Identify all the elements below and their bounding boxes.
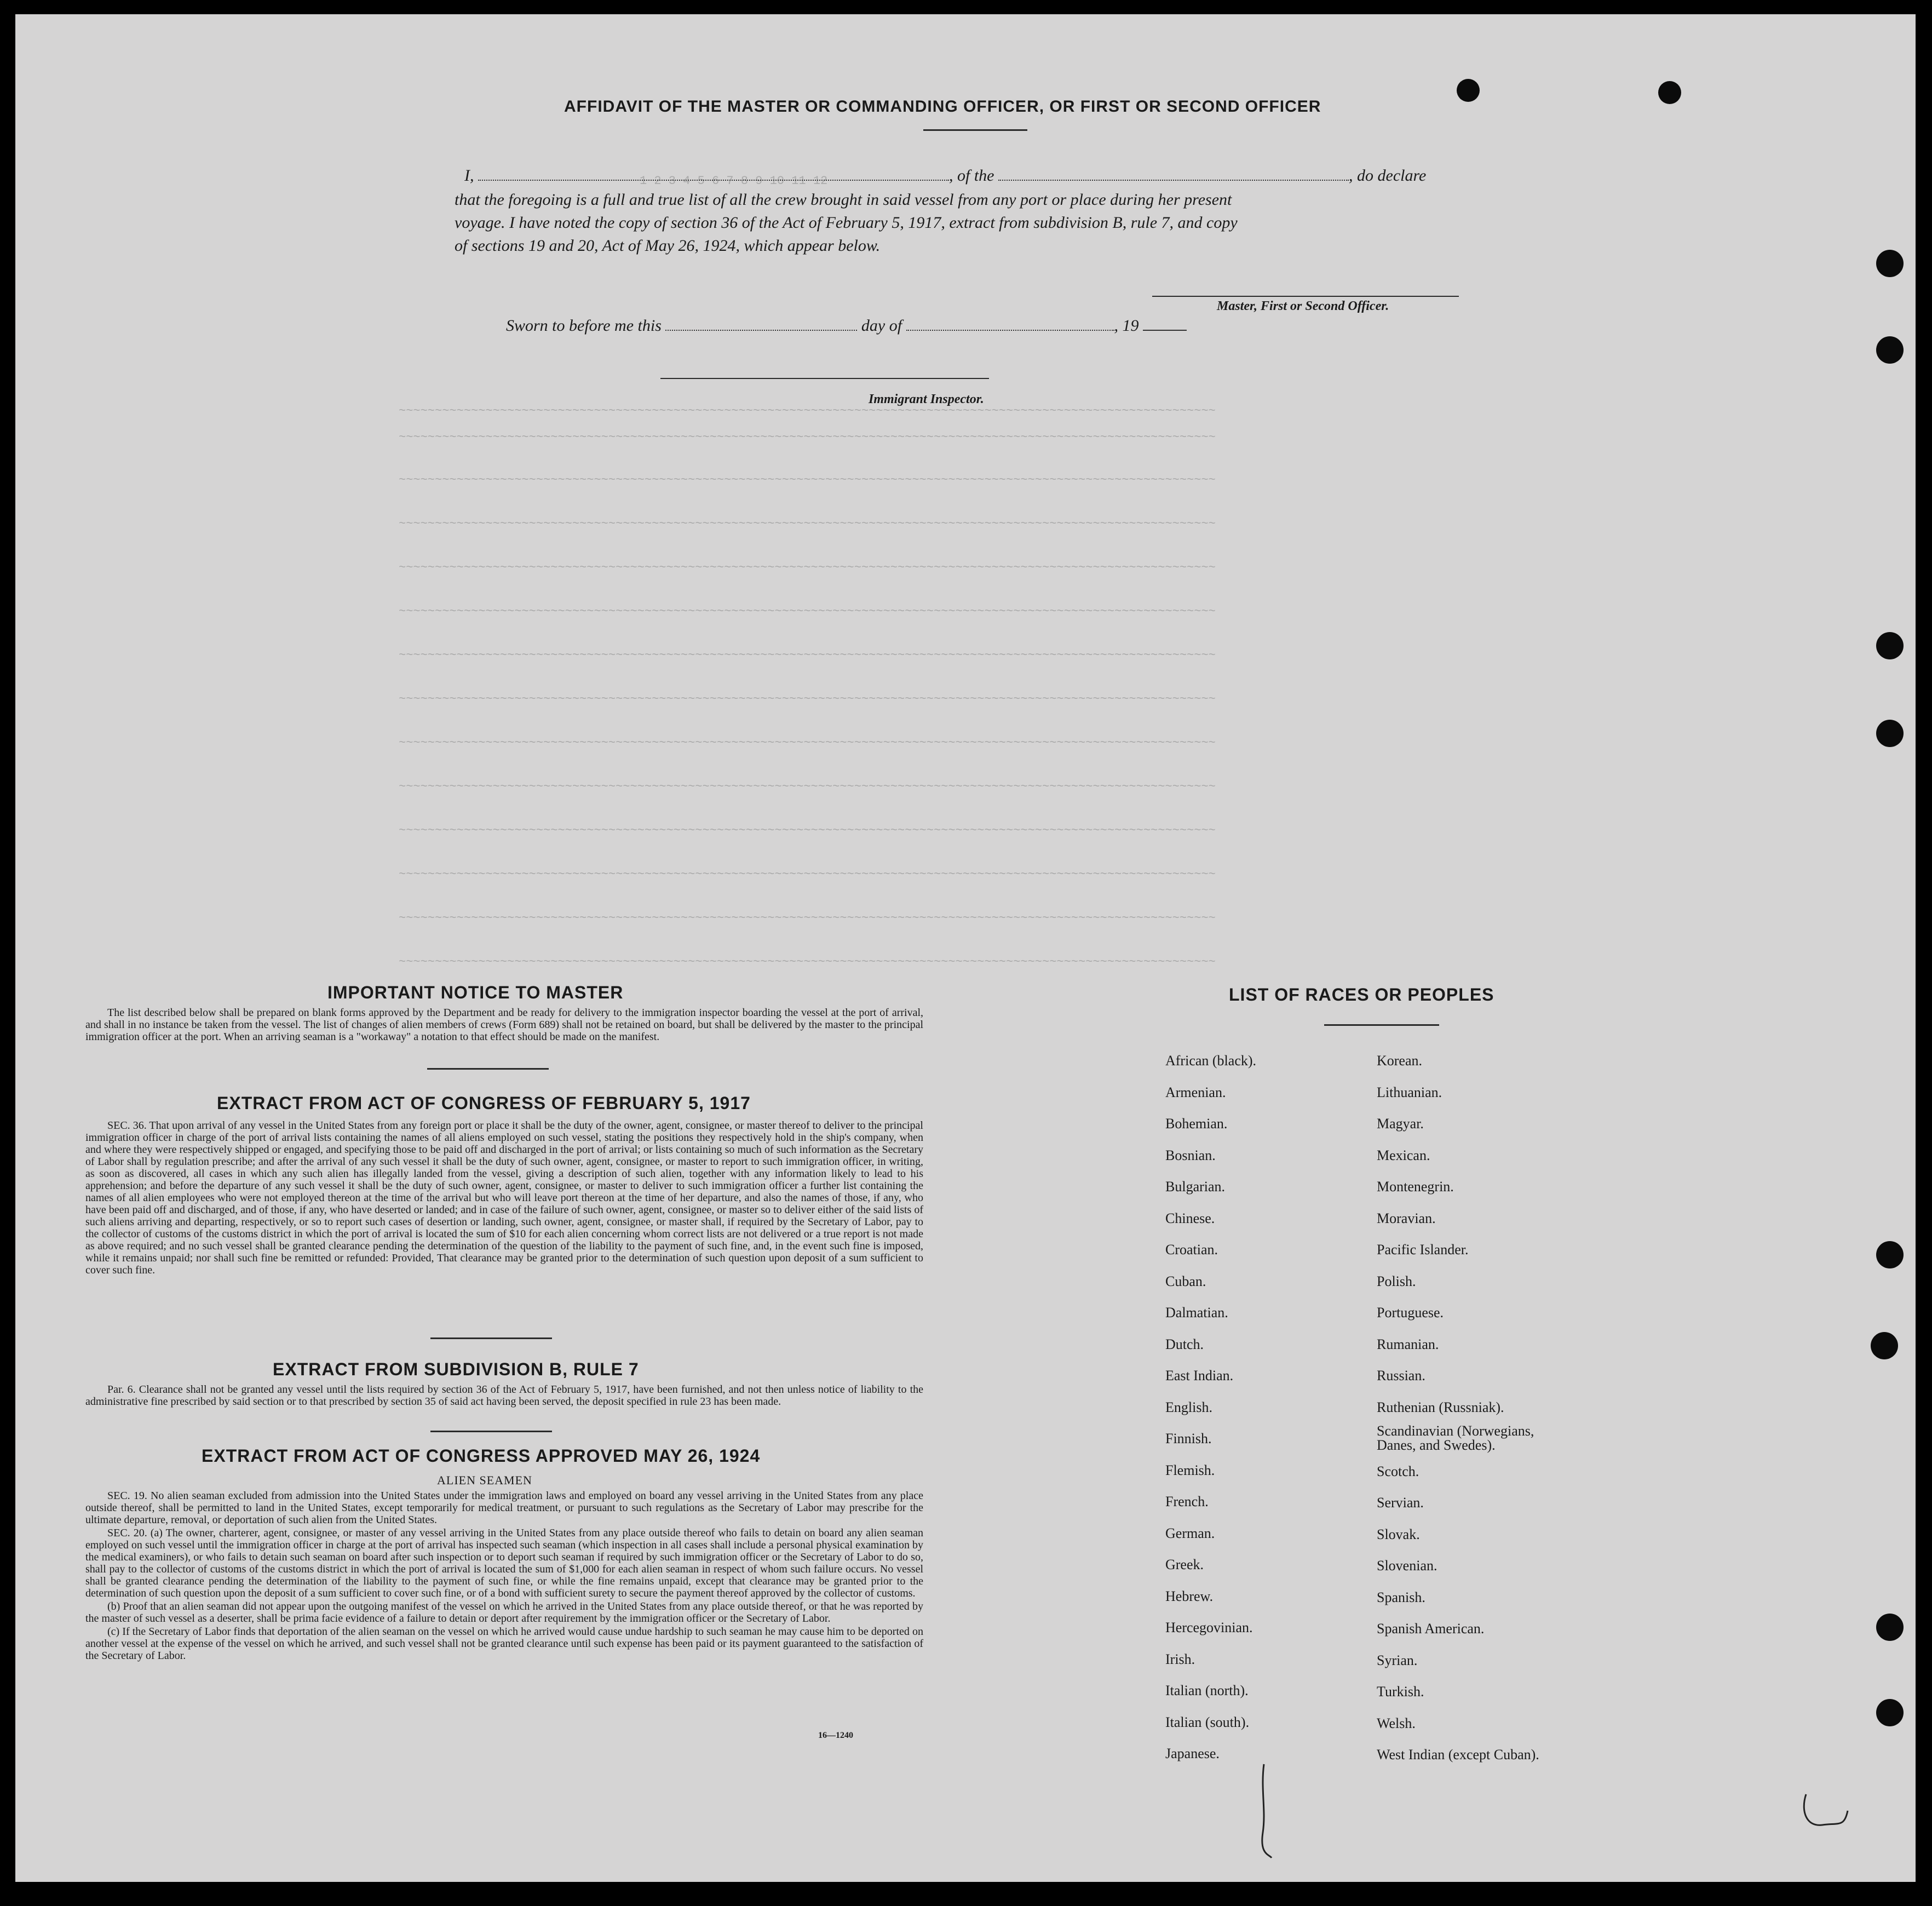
race-item: German. [1165, 1525, 1215, 1541]
race-item: Dutch. [1165, 1336, 1204, 1352]
races-title: LIST OF RACES OR PEOPLES [1229, 985, 1494, 1004]
race-item: Japanese. [1165, 1746, 1220, 1761]
divider [430, 1337, 552, 1339]
race-item: Slovak. [1377, 1526, 1420, 1542]
race-item: Spanish. [1377, 1589, 1425, 1605]
punch-hole [1457, 79, 1480, 102]
race-item: Flemish. [1165, 1462, 1215, 1478]
punch-hole [1876, 250, 1904, 277]
rule-7-title: EXTRACT FROM SUBDIVISION B, RULE 7 [273, 1359, 639, 1379]
punch-hole [1871, 1332, 1898, 1359]
race-item: Armenian. [1165, 1084, 1226, 1100]
pen-mark [1795, 1789, 1855, 1838]
race-item: Cuban. [1165, 1273, 1206, 1289]
race-item: Polish. [1377, 1273, 1416, 1289]
alien-seamen-subtitle: ALIEN SEAMEN [437, 1473, 532, 1487]
affidavit-line3: voyage. I have noted the copy of section 36 of the Act of February 5, 1917, extract from subdivision B, rule 7, and copy [455, 214, 1238, 232]
race-item: Magyar. [1377, 1116, 1424, 1132]
year-label: , 19 [1114, 317, 1139, 335]
race-item: Spanish American. [1377, 1621, 1485, 1637]
race-item: Syrian. [1377, 1652, 1418, 1668]
race-item: Moravian. [1377, 1210, 1436, 1226]
rule-7-text [85, 1383, 923, 1409]
inspector-label: Immigrant Inspector. [869, 392, 984, 406]
race-item: Pacific Islander. [1377, 1242, 1469, 1258]
race-item: Finnish. [1165, 1431, 1212, 1446]
race-item: Rumanian. [1377, 1336, 1439, 1352]
race-item: West Indian (except Cuban). [1377, 1747, 1539, 1763]
race-item: Slovenian. [1377, 1558, 1438, 1574]
race-item: East Indian. [1165, 1368, 1234, 1383]
race-item: Greek. [1165, 1557, 1204, 1572]
affidavit-i: I, [464, 167, 474, 185]
punch-hole [1876, 632, 1904, 659]
race-item: Chinese. [1165, 1210, 1215, 1226]
race-item: Italian (south). [1165, 1714, 1250, 1730]
notice-paragraph: The list described below shall be prepared on blank forms approved by the Department and be ready for delivery to the immigration inspector boarding the vessel at the port of arrival, and shall in no instance be taken from the vessel. The list of changes of alien members of crews (Form 689) shall not be retained on board, but shall be delivered by the master to the principal immigration officer at the port. When an arriving seaman is a "workaway" a notation to that effect should be made on the manifest. [85, 1007, 923, 1043]
race-item: Russian. [1377, 1368, 1425, 1383]
sec-20c-paragraph: (c) If the Secretary of Labor finds that deportation of the alien seaman on the vessel on which he arrived would cause undue hardship to such seaman he may cause him to be deported on another vessel at the expense of the vessel on which he arrived, and such vessel shall not be granted clearance until such expense has been paid or its payment guaranteed to the satisfaction of the Secretary of Labor. [85, 1626, 923, 1662]
day-of-label: day of [861, 317, 902, 335]
affidavit-declare: , do declare [1349, 167, 1427, 185]
divider [427, 1068, 549, 1070]
race-item: Italian (north). [1165, 1683, 1249, 1698]
punch-hole [1876, 336, 1904, 364]
sworn-line [506, 317, 1187, 335]
race-item: Bohemian. [1165, 1116, 1228, 1132]
sworn-day-blank[interactable] [665, 330, 857, 331]
extract-1917-title: EXTRACT FROM ACT OF CONGRESS OF FEBRUARY 5, 1917 [217, 1093, 751, 1113]
race-item: Scotch. [1377, 1463, 1419, 1479]
affidavit-title: AFFIDAVIT OF THE MASTER OR COMMANDING OFFICER, OR FIRST OR SECOND OFFICER [564, 97, 1321, 116]
master-label: Master, First or Second Officer. [1217, 299, 1389, 313]
pen-mark [1258, 1761, 1280, 1860]
races-left-column [1165, 1045, 1256, 1770]
name-blank[interactable] [478, 180, 949, 181]
master-signature-line[interactable] [1152, 296, 1459, 297]
document-page: 1 2 3 4 5 6 7 8 9 10 11 12 ~~~~~~~~~~~~~~~~~~~~~~~~~~~~~~~~~~~~~~~~~~~~~~~~~~~~~~~~~~~~~~~~~~~~~~~~~~~~~~~~~~~~~~~~~~~~~~~~~~~~~~~~~~~~~~~~~ ~~~~~~~~~~~~~~~~~~~~~~~~~~~~~~~~~~~~~~~~~~~~~~~~~~~~~~~~~~~~~~~~~~~~~~~~~~~~~~~~~~~~~~~~~~~~~~~~~~~~~~~~~~~~~~~~~ ~~~~~~~~~~~~~~~~~~~~~~~~~~~~~~~~~~~~~~~~~~~~~~~~~~~~~~~~~~~~~~~~~~~~~~~~~~~~~~~~~~~~~~~~~~~~~~~~~~~~~~~~~~~~~~~~~ ~~~~~~~~~~~~~~~~~~~~~~~~~~~~~~~~~~~~~~~~~~~~~~~~~~~~~~~~~~~~~~~~~~~~~~~~~~~~~~~~~~~~~~~~~~~~~~~~~~~~~~~~~~~~~~~~~ ~~~~~~~~~~~~~~~~~~~~~~~~~~~~~~~~~~~~~~~~~~~~~~~~~~~~~~~~~~~~~~~~~~~~~~~~~~~~~~~~~~~~~~~~~~~~~~~~~~~~~~~~~~~~~~~~~ ~~~~~~~~~~~~~~~~~~~~~~~~~~~~~~~~~~~~~~~~~~~~~~~~~~~~~~~~~~~~~~~~~~~~~~~~~~~~~~~~~~~~~~~~~~~~~~~~~~~~~~~~~~~~~~~~~ ~~~~~~~~~~~~~~~~~~~~~~~~~~~~~~~~~~~~~~~~~~~~~~~~~~~~~~~~~~~~~~~~~~~~~~~~~~~~~~~~~~~~~~~~~~~~~~~~~~~~~~~~~~~~~~~~~ ~~~~~~~~~~~~~~~~~~~~~~~~~~~~~~~~~~~~~~~~~~~~~~~~~~~~~~~~~~~~~~~~~~~~~~~~~~~~~~~~~~~~~~~~~~~~~~~~~~~~~~~~~~~~~~~~~ ~~~~~~~~~~~~~~~~~~~~~~~~~~~~~~~~~~~~~~~~~~~~~~~~~~~~~~~~~~~~~~~~~~~~~~~~~~~~~~~~~~~~~~~~~~~~~~~~~~~~~~~~~~~~~~~~~ ~~~~~~~~~~~~~~~~~~~~~~~~~~~~~~~~~~~~~~~~~~~~~~~~~~~~~~~~~~~~~~~~~~~~~~~~~~~~~~~~~~~~~~~~~~~~~~~~~~~~~~~~~~~~~~~~~ ~~~~~~~~~~~~~~~~~~~~~~~~~~~~~~~~~~~~~~~~~~~~~~~~~~~~~~~~~~~~~~~~~~~~~~~~~~~~~~~~~~~~~~~~~~~~~~~~~~~~~~~~~~~~~~~~~ ~~~~~~~~~~~~~~~~~~~~~~~~~~~~~~~~~~~~~~~~~~~~~~~~~~~~~~~~~~~~~~~~~~~~~~~~~~~~~~~~~~~~~~~~~~~~~~~~~~~~~~~~~~~~~~~~~ ~~~~~~~~~~~~~~~~~~~~~~~~~~~~~~~~~~~~~~~~~~~~~~~~~~~~~~~~~~~~~~~~~~~~~~~~~~~~~~~~~~~~~~~~~~~~~~~~~~~~~~~~~~~~~~~~~ ~~~~~~~~~~~~~~~~~~~~~~~~~~~~~~~~~~~~~~~~~~~~~~~~~~~~~~~~~~~~~~~~~~~~~~~~~~~~~~~~~~~~~~~~~~~~~~~~~~~~~~~~~~~~~~~~~ AFFIDAVIT OF THE MASTER OR COMMANDING OFFICER, OR FIRST OR SECOND OFFICER I, , of the , do declare that the foregoing is a full and true list of all the crew brought in said vessel from any port or place during her present voyage. I have noted the copy of section 36 of the Act of February 5, 1917, extract from subdivision B, rule 7, and copy of sections 19 and 20, Act of May 26, 1924, which appear below. Master, First or Second Officer. Sworn to before me this day of , 19 Immigrant Inspector. IMPORTANT NOTICE TO MASTER The list described below shall be prepared on blank forms approved by the Department and be ready for delivery to the immigration inspector boarding the vessel at the port of arrival, and shall in no instance be taken from the vessel. The list of changes of alien members of crews (Form 689) shall not be retained on board, but shall be delivered by the master to the principal immigration officer at the port. When an arriving seaman is a "workaway" a notation to that effect should be made on the manifest. EXTRACT FROM ACT OF CONGRESS OF FEBRUARY 5, 1917 SEC. 36. That upon arrival of any vessel in the United States from any foreign port or place it shall be the duty of the owner, agent, consignee, or master thereof to deliver to the principal immigration officer in charge of the port of arrival lists containing the names of all aliens employed on such vessel, stating the positions they respectively hold in the ship's company, when and where they were respectively shipped or engaged, and specifying those to be paid off and discharged in the port of arrival; or lists containing so much of such information as the Secretary of Labor shall by regulation prescribe; and after the arrival of any such vessel it shall be the duty of such owner, agent, consignee, or master to report to such immigration officer, in writing, as soon as discovered, all cases in which any such alien has illegally landed from the vessel, giving a description of such alien, together with any information likely to lead to his apprehension; and before the departure of any such vessel it shall be the duty of such owner, agent, consignee, or master to deliver to such immigration officer a further list containing the names of all alien employees who were not employed thereon at the time of the arrival but who will leave port thereon at the time of her departure, and also the names of those, if any, who have been paid off and discharged, and of those, if any, who have deserted or landed; and in case of the failure of such owner, agent, consignee, or master so to deliver either of the said lists of such aliens arriving and departing, respectively, or so to report such cases of desertion or landing, such owner, agent, consignee, or master shall, if required by the Secretary of Labor, pay to the collector of customs of the customs district in which the port of arrival is located the sum of $10 for each alien concerning whom correct lists are not delivered or a true report is not made as above required; and no such vessel shall be granted clearance pending the determination of the question of the liability to the payment of such fine, and, in the event such fine is imposed, while it remains unpaid; nor shall such fine be remitted or refunded: Provided, That clearance may be granted prior to the determination of such question upon deposit of a sum sufficient to cover such fine. EXTRACT FROM SUBDIVISION B, RULE 7 Par. 6. Clearance shall not be granted any vessel until the lists required by section 36 of the Act of February 5, 1917, have been furnished, and not then unless notice of liability to the administrative fine prescribed by said section or to that prescribed by section 35 of said act having been served, the deposit specified in rule 23 has been made. EXTRACT FROM ACT OF CONGRESS APPROVED MAY 26, 1924 ALIEN SEAMEN SEC. 19. No alien seaman excluded from admission into the United States under the immigration laws and employed on board any vessel arriving in the United States from any place outside thereof, shall be permitted to land in the United States, except temporarily for medical treatment, or pursuant to such regulations as the Secretary of Labor may prescribe for the ultimate departure, removal, or deportation of such alien from the United States. SEC. 20. (a) The owner, charterer, agent, consignee, or master of any vessel arriving in the United States from any place outside thereof who fails to detain on board any alien seaman employed on such vessel until the immigration officer in charge at the port of arrival has inspected such seaman (which inspection in all cases shall include a personal physical examination by the medical examiners), or who fails to detain such seaman on board after such inspection or to deport such seaman if required by such immigration officer or the Secretary of Labor to do so, shall pay to the collector of customs of the customs district in which the port of arrival is located the sum of $1,000 for each alien seaman in respect of whom such failure occurs. No vessel shall be granted clearance pending the determination of the liability to the payment of such fine, or while the fine remains unpaid, except that clearance may be granted prior to the determination of such question upon the deposit of a sum sufficient to cover such fine, or of a bond with sufficient surety to secure the payment thereof approved by the collector of customs. (b) Proof that an alien seaman did not appear upon the outgoing manifest of the vessel on which he arrived in the United States from any place outside thereof, or that he was reported by the master of such vessel as a deserter, shall be prima facie evidence of a failure to detain or deport after requirement by the immigration officer or the Secretary of Labor. (c) If the Secretary of Labor finds that deportation of the alien seaman on the vessel on which he arrived would cause undue hardship to such seaman he may cause him to be deported on another vessel at the expense of the vessel on which he arrived, and such vessel shall not be granted clearance until such expense has been paid or its payment guaranteed to the satisfaction of the Secretary of Labor. 16—1240 LIST OF RACES OR PEOPLES African (black). Armenian. Bohemian. Bosnian. Bulgarian. Chinese. Croatian. Cuban. Dalmatian. Dutch. East Indian. English. Finnish. Flemish. French. German. Greek. Hebrew. Hercegovinian. Irish. Italian (north). Italian (south). Japanese. Korean. Lithuanian. Magyar. Mexican. Montenegrin. Moravian. Pacific Islander. Polish. Portuguese. Rumanian. Russian. Ruthenian (Russniak). Scandinavian (Norwegians, Danes, and Swedes). Scotch. Servian. Slovak. Slovenian. Spanish. Spanish American. Syrian. Turkish. Welsh. West Indian (except Cuban). [15, 14, 1916, 1882]
notice-text [85, 1007, 923, 1044]
sec-19-paragraph: SEC. 19. No alien seaman excluded from admission into the United States under the immigration laws and employed on board any vessel arriving in the United States from any place outside thereof, shall be permitted to land in the United States, except temporarily for medical treatment, or pursuant to such regulations as the Secretary of Labor may prescribe for the ultimate departure, removal, or deportation of such alien from the United States. [85, 1490, 923, 1526]
race-item: Scandinavian (Norwegians, Danes, and Swedes). [1377, 1423, 1534, 1453]
par-6-paragraph: Par. 6. Clearance shall not be granted any vessel until the lists required by section 36 of the Act of February 5, 1917, have been furnished, and not then unless notice of liability to the administrative fine prescribed by said section or to that prescribed by section 35 of said act having been served, the deposit specified in rule 23 has been made. [85, 1383, 923, 1408]
sec-20b-paragraph: (b) Proof that an alien seaman did not appear upon the outgoing manifest of the vessel on which he arrived in the United States from any place outside thereof, or that he was reported by the master of such vessel as a deserter, shall be prima facie evidence of a failure to detain or deport after requirement by the immigration officer or the Secretary of Labor. [85, 1600, 923, 1624]
extract-1924-title: EXTRACT FROM ACT OF CONGRESS APPROVED MAY 26, 1924 [202, 1446, 761, 1466]
sec-36-paragraph: SEC. 36. That upon arrival of any vessel in the United States from any foreign port or place it shall be the duty of the owner, agent, consignee, or master thereof to deliver to the principal immigration officer in charge of the port of arrival lists containing the names of all aliens employed on such vessel, stating the positions they respectively hold in the ship's company, when and where they were respectively shipped or engaged, and specifying those to be paid off and discharged in the port of arrival; or lists containing so much of such information as the Secretary of Labor shall by regulation prescribe; and after the arrival of any such vessel it shall be the duty of such owner, agent, consignee, or master to report to such immigration officer, in writing, as soon as discovered, all cases in which any such alien has illegally landed from the vessel, giving a description of such alien, together with any information likely to lead to his apprehension; and before the departure of any such vessel it shall be the duty of such owner, agent, consignee, or master to deliver to such immigration officer a further list containing the names of all alien employees who were not employed thereon at the time of the arrival but who will leave port thereon at the time of her departure, and also the names of those, if any, who have been paid off and discharged, and of those, if any, who have deserted or landed; and in case of the failure of such owner, agent, consignee, or master so to deliver either of the said lists of such aliens arriving and departing, respectively, or so to report such cases of desertion or landing, such owner, agent, consignee, or master shall, if required by the Secretary of Labor, pay to the collector of customs of the customs district in which the port of arrival is located the sum of $10 for each alien concerning whom correct lists are not delivered or a true report is not made as above required; and no such vessel shall be granted clearance pending the determination of the question of the liability to the payment of such fine, and, in the event such fine is imposed, while it remains unpaid; nor shall such fine be remitted or refunded: Provided, That clearance may be granted prior to the determination of such question upon deposit of a sum sufficient to cover such fine. [85, 1120, 923, 1276]
sec-20a-paragraph: SEC. 20. (a) The owner, charterer, agent, consignee, or master of any vessel arriving in the United States from any place outside thereof who fails to detain on board any alien seaman employed on such vessel until the immigration officer in charge at the port of arrival has inspected such seaman (which inspection in all cases shall include a personal physical examination by the medical examiners), or who fails to detain such seaman on board after such inspection or to deport such seaman if required by such immigration officer or the Secretary of Labor to do so, shall pay to the collector of customs of the customs district in which the port of arrival is located the sum of $1,000 for each alien seaman in respect of whom such failure occurs. No vessel shall be granted clearance pending the determination of the liability to the payment of such fine, or while the fine remains unpaid, except that clearance may be granted prior to the determination of such question upon the deposit of a sum sufficient to cover such fine, or of a bond with sufficient surety to secure the payment thereof approved by the collector of customs. [85, 1527, 923, 1599]
form-number: 16—1240 [818, 1731, 853, 1740]
inspector-signature-line[interactable] [660, 378, 989, 379]
race-item: Welsh. [1377, 1715, 1416, 1731]
punch-hole [1876, 1614, 1904, 1641]
affidavit-of-the: , of the [949, 167, 994, 185]
affidavit-line2: that the foregoing is a full and true list of all the crew brought in said vessel from any port or place during her present [455, 191, 1232, 209]
punch-hole [1876, 1699, 1904, 1726]
race-item: Bosnian. [1165, 1147, 1216, 1163]
race-item: Mexican. [1377, 1147, 1430, 1163]
race-item: Ruthenian (Russniak). [1377, 1399, 1504, 1415]
race-item: Dalmatian. [1165, 1305, 1228, 1321]
affidavit-line4: of sections 19 and 20, Act of May 26, 1924, which appear below. [455, 237, 881, 255]
punch-hole [1876, 1241, 1904, 1268]
sworn-year-blank[interactable] [1143, 330, 1187, 331]
race-item: Servian. [1377, 1495, 1424, 1511]
race-item: Irish. [1165, 1651, 1195, 1667]
divider [923, 129, 1027, 131]
extract-1924-text [85, 1490, 923, 1663]
race-item: Bulgarian. [1165, 1179, 1226, 1195]
extract-1917-text [85, 1120, 923, 1277]
sworn-month-blank[interactable] [906, 330, 1114, 331]
race-item: Hebrew. [1165, 1588, 1214, 1604]
divider [430, 1431, 552, 1432]
sworn-label: Sworn to before me this [506, 317, 662, 335]
divider [1324, 1024, 1439, 1026]
race-item: French. [1165, 1494, 1209, 1509]
race-item: Portuguese. [1377, 1305, 1444, 1321]
race-item: African (black). [1165, 1053, 1257, 1069]
race-item: Montenegrin. [1377, 1179, 1454, 1195]
race-item: Korean. [1377, 1053, 1423, 1069]
affidavit-line1 [464, 167, 1426, 185]
race-item: Hercegovinian. [1165, 1620, 1253, 1635]
race-item: Turkish. [1377, 1684, 1424, 1700]
race-item: Lithuanian. [1377, 1084, 1442, 1100]
race-item: English. [1165, 1399, 1212, 1415]
punch-hole [1876, 720, 1904, 747]
vessel-blank[interactable] [998, 180, 1349, 181]
notice-title: IMPORTANT NOTICE TO MASTER [327, 983, 624, 1002]
punch-hole [1658, 81, 1681, 104]
races-right-column [1377, 1045, 1563, 1771]
race-item: Croatian. [1165, 1242, 1218, 1258]
